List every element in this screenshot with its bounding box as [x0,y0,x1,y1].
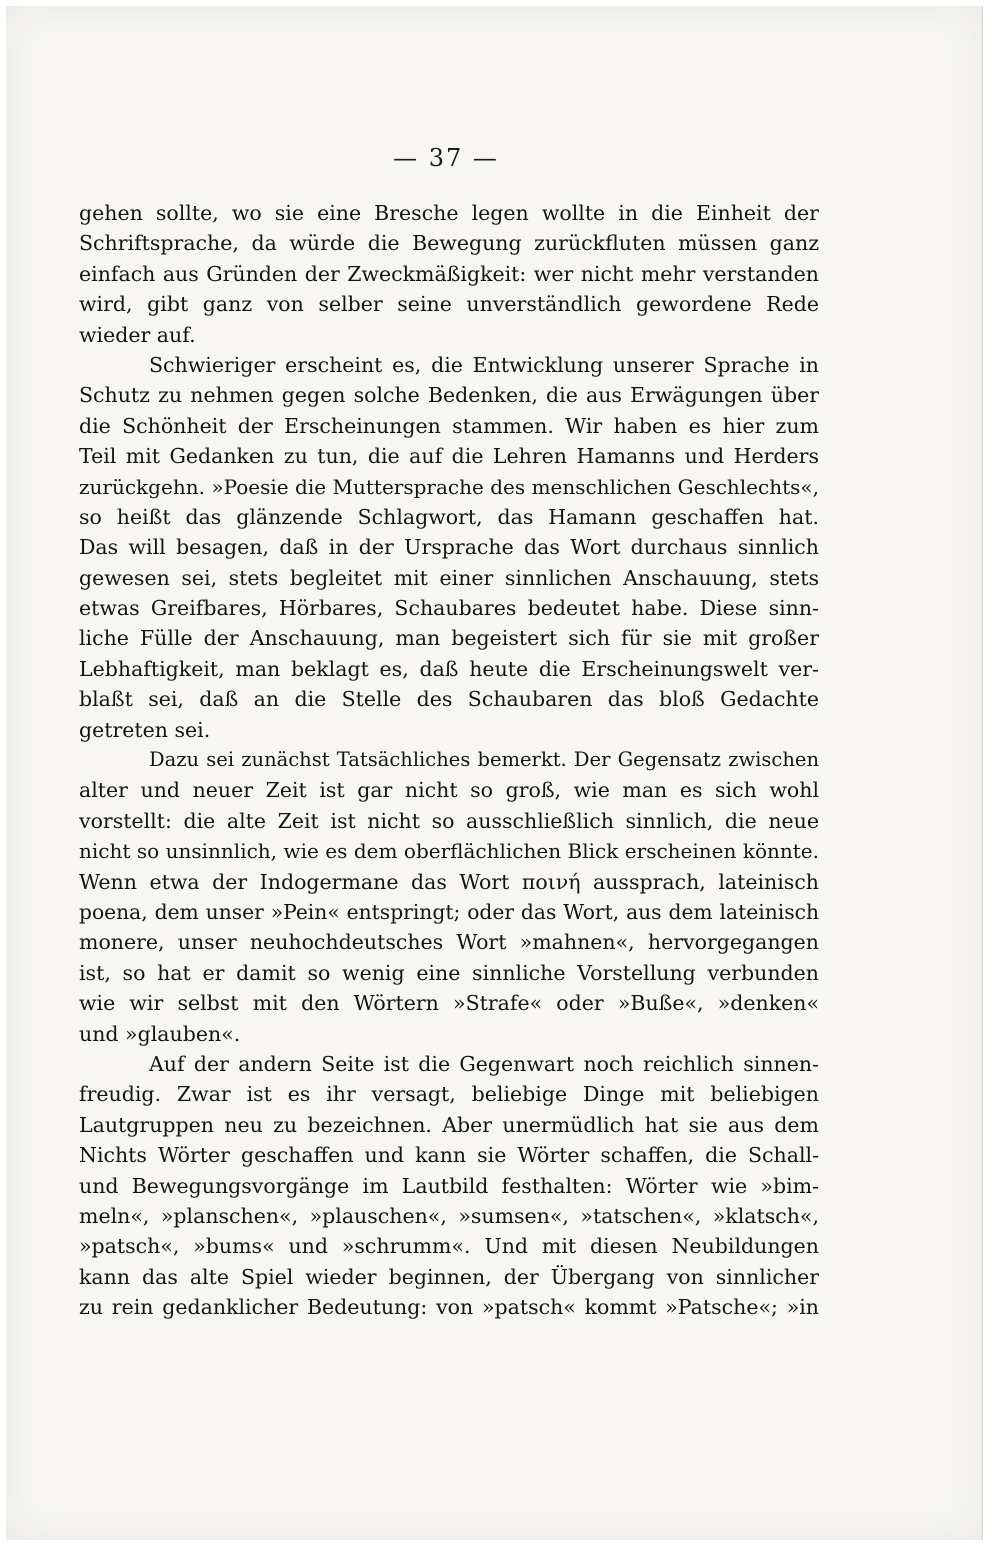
text-line: freudig. Zwar ist es ihr versagt, beliebige Dinge mit beliebigen [79,1082,819,1107]
text-line: nicht so unsinnlich, wie es dem oberflächlichen Blick erscheinen könnte. [79,839,819,864]
text-line: monere, unser neuhochdeutsches Wort »mahnen«, hervorgegangen [79,930,819,955]
text-line: Schutz zu nehmen gegen solche Bedenken, die aus Erwägungen über [79,383,819,408]
text-line: zurückgehn. »Poesie die Muttersprache des menschlichen Geschlechts«, [79,474,819,499]
text-line: getreten sei. [79,717,211,742]
text-line: Lebhaftigkeit, man beklagt es, daß heute die Erscheinungswelt ver- [79,656,819,681]
text-line: Das will besagen, daß in der Ursprache das Wort durchaus sinnlich [79,535,819,560]
text-line: gewesen sei, stets begleitet mit einer sinnlichen Anschauung, stets [79,565,819,590]
book-page [6,6,983,1540]
text-line: Schriftsprache, da würde die Bewegung zurückfluten müssen ganz [79,231,819,256]
body-text [79,198,819,1322]
text-line: Teil mit Gedanken zu tun, die auf die Lehren Hamanns und Herders [79,444,819,469]
text-line: gehen sollte, wo sie eine Bresche legen wollte in die Einheit der [79,201,819,225]
text-line: ist, so hat er damit so wenig eine sinnliche Vorstellung verbunden [79,960,819,985]
text-line: wieder auf. [79,322,196,347]
text-line: und »glauben«. [79,1021,241,1046]
text-line: Wenn etwa der Indogermane das Wort ποινή aussprach, lateinisch [79,869,819,894]
text-line: liche Fülle der Anschauung, man begeistert sich für sie mit großer [79,626,819,651]
text-line: zu rein gedanklicher Bedeutung: von »patsch« kommt »Patsche«; »in [79,1295,819,1320]
text-line: wie wir selbst mit den Wörtern »Strafe« oder »Buße«, »denken« [79,991,819,1016]
text-line: alter und neuer Zeit ist gar nicht so groß, wie man es sich wohl [79,778,819,803]
text-line: wird, gibt ganz von selber seine unverständlich gewordene Rede [79,292,819,317]
page-number: — 37 — [393,144,499,172]
text-line: Schwieriger erscheint es, die Entwicklung unserer Sprache in [149,352,819,377]
text-line: meln«, »planschen«, »plauschen«, »sumsen«, »tatschen«, »klatsch«, [79,1203,819,1228]
text-line: die Schönheit der Erscheinungen stammen. Wir haben es hier zum [79,413,819,438]
text-line: so heißt das glänzende Schlagwort, das Hamann geschaffen hat. [79,504,819,529]
text-line: Nichts Wörter geschaffen und kann sie Wörter schaffen, die Schall- [79,1143,819,1168]
text-line: kann das alte Spiel wieder beginnen, der Übergang von sinnlicher [79,1264,819,1289]
text-line: Lautgruppen neu zu bezeichnen. Aber unermüdlich hat sie aus dem [79,1112,819,1137]
text-line: poena, dem unser »Pein« entspringt; oder das Wort, aus dem lateinisch [79,899,819,924]
text-line: »patsch«, »bums« und »schrumm«. Und mit diesen Neubildungen [79,1234,819,1259]
text-line: einfach aus Gründen der Zweckmäßigkeit: wer nicht mehr verstanden [79,261,819,286]
text-line: etwas Greifbares, Hörbares, Schaubares bedeutet habe. Diese sinn- [79,596,819,621]
text-line: Auf der andern Seite ist die Gegenwart noch reichlich sinnen- [149,1051,819,1076]
text-line: vorstellt: die alte Zeit ist nicht so ausschließlich sinnlich, die neue [79,808,819,833]
text-line: und Bewegungsvorgänge im Lautbild festhalten: Wörter wie »bim- [79,1173,819,1198]
text-line: blaßt sei, daß an die Stelle des Schaubaren das bloß Gedachte [79,687,819,712]
text-line: Dazu sei zunächst Tatsächliches bemerkt. Der Gegensatz zwischen [149,748,819,772]
